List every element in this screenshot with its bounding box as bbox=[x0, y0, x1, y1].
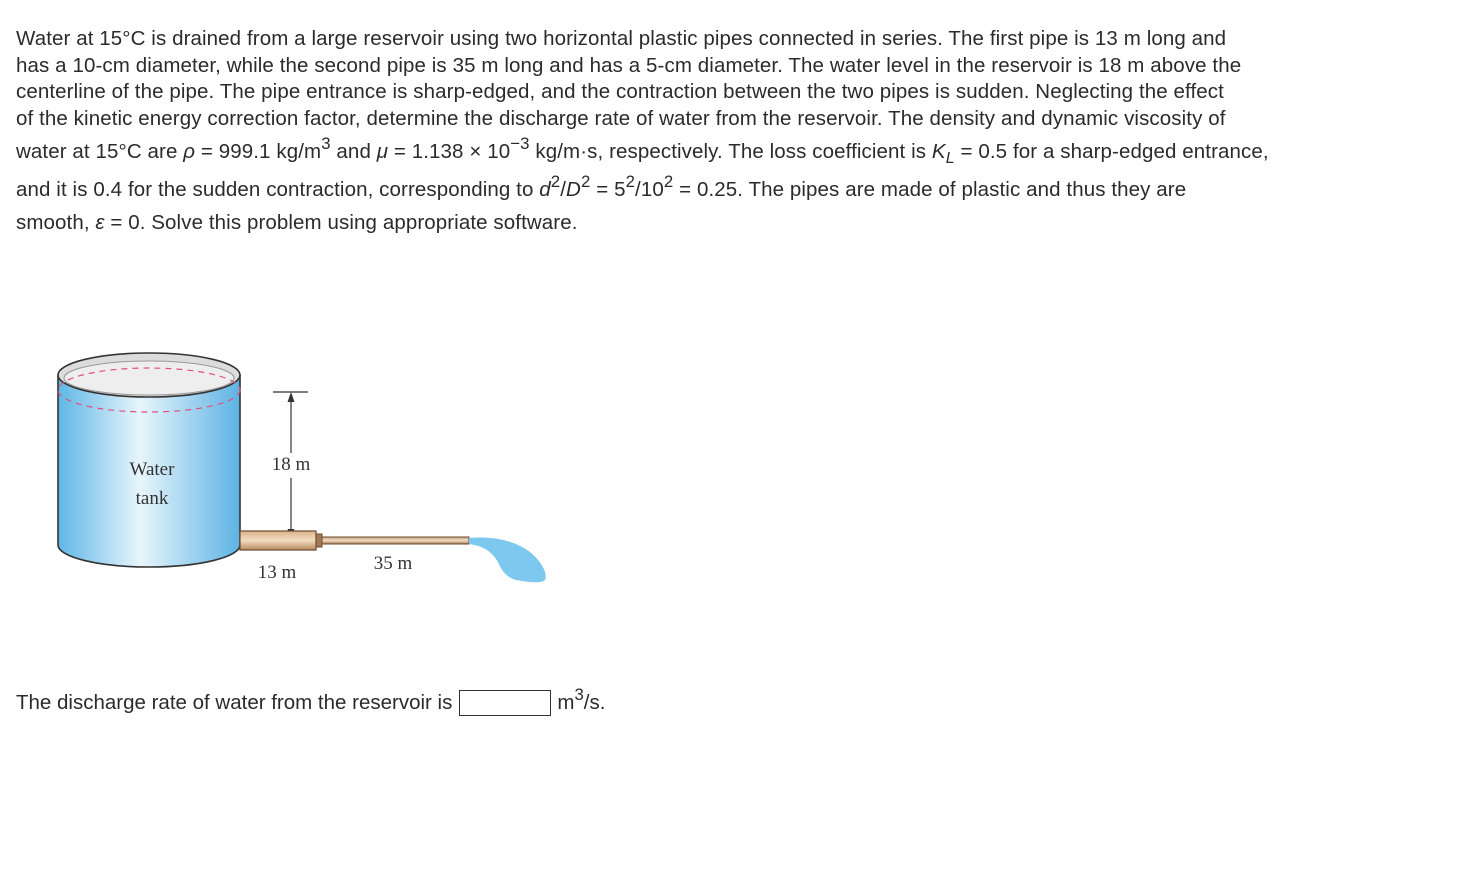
tank-label-1: Water bbox=[129, 459, 175, 480]
problem-line: Water at 15°C is drained from a large reservoir using two horizontal plastic pipes connected in series. The first pipe is 13 m long and bbox=[16, 27, 1227, 50]
pipe-1 bbox=[240, 531, 316, 550]
pipe-1-label: 13 m bbox=[257, 562, 297, 583]
epsilon-symbol: ε bbox=[95, 211, 105, 235]
problem-line: smooth, ε = 0. Solve this problem using appropriate software. bbox=[16, 211, 578, 235]
pipe-2 bbox=[322, 537, 469, 544]
rho-symbol: ρ bbox=[183, 140, 196, 164]
problem-line: centerline of the pipe. The pipe entrance is sharp-edged, and the contraction between the two pipes is sudden. Neglecting the effect bbox=[16, 80, 1224, 104]
problem-line: of the kinetic energy correction factor, determine the discharge rate of water from the reservoir. The density and dynamic viscosity of bbox=[16, 106, 1226, 130]
problem-statement bbox=[16, 26, 1456, 238]
height-label: 18 m bbox=[271, 454, 311, 475]
k-symbol: K bbox=[931, 140, 946, 164]
problem-line: has a 10-cm diameter, while the second pipe is 35 m long and has a 5-cm diameter. The water level in the reservoir is 18 m above the bbox=[16, 53, 1242, 77]
answer-line bbox=[16, 686, 605, 720]
water-jet bbox=[469, 538, 546, 583]
discharge-rate-input[interactable] bbox=[459, 690, 551, 716]
pipe-2-label: 35 m bbox=[373, 553, 413, 574]
answer-prompt: The discharge rate of water from the reservoir is bbox=[16, 691, 453, 714]
mu-symbol: μ bbox=[376, 140, 389, 164]
answer-unit: $m^3/s$. bbox=[557, 684, 606, 714]
reservoir-pipe-diagram bbox=[40, 340, 580, 600]
problem-line: water at 15°C are ρ = 999.1 $kg/m^3$ and $\mu = 1.138 \times 10^{-3}$ kg/m·s, respectively. The loss coefficient is $K_L = 0.5$ for a sharp-edged entrance, bbox=[16, 134, 1269, 168]
problem-line: and it is 0.4 for the sudden contraction, corresponding to $d^2/D^2 = 5^2/10^2 = 0.25$. The pipes are made of plastic and thus they are bbox=[16, 172, 1187, 202]
tank-label-2: tank bbox=[135, 488, 169, 509]
